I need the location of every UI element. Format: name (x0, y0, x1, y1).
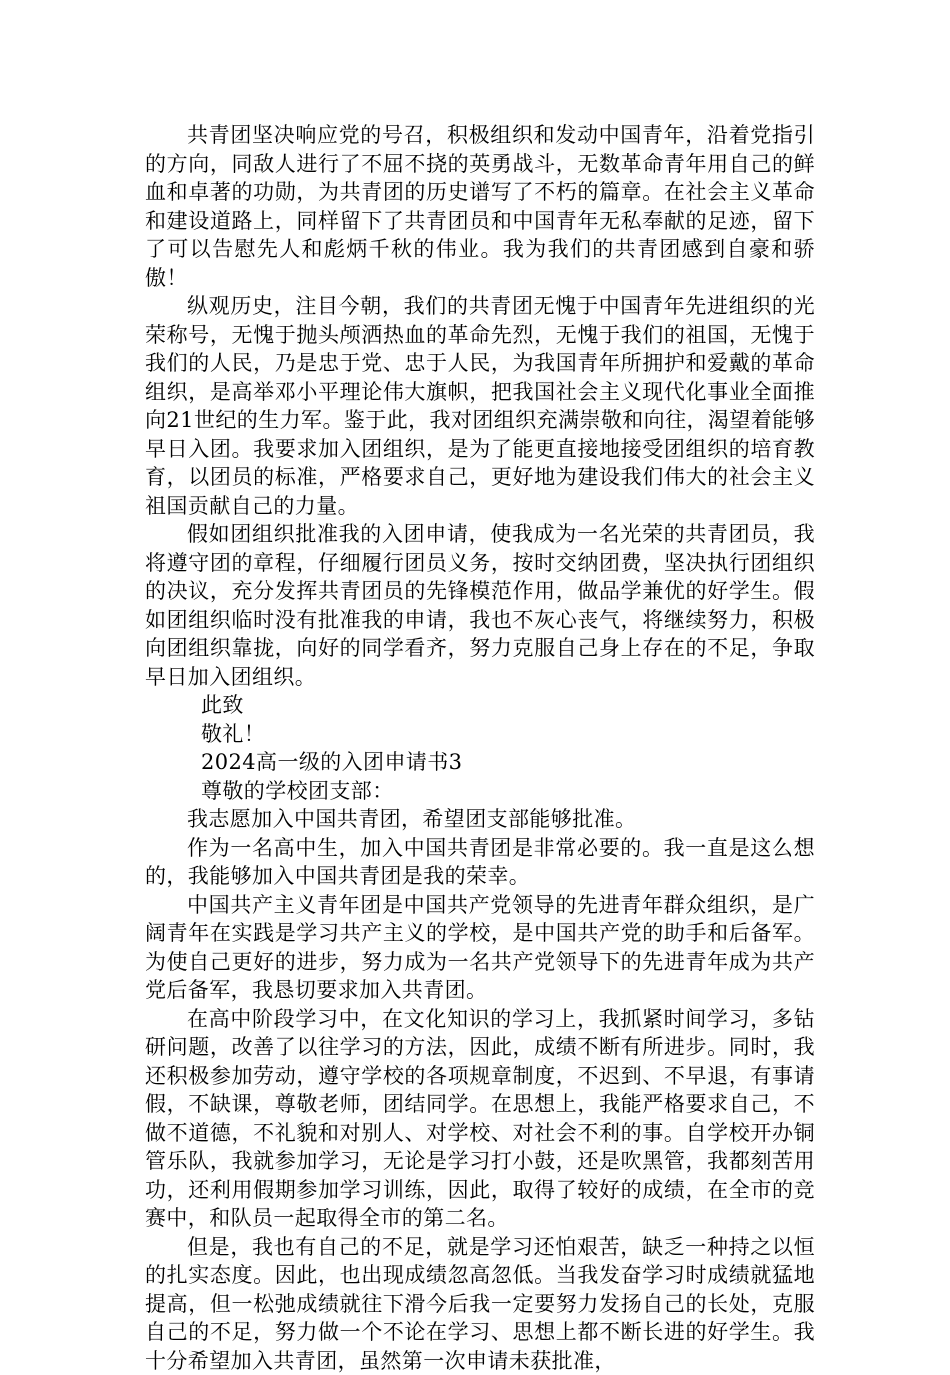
paragraph: 假如团组织批准我的入团申请，使我成为一名光荣的共青团员，我将遵守团的章程，仔细履行团员义务，按时交纳团费，坚决执行团组织的决议，充分发挥共青团员的先锋模范作用，做品学兼优的好学生。假如团组织临时没有批准我的申请，我也不灰心丧气，将继续努力，积极向团组织靠拢，向好的同学看齐，努力克服自己身上存在的不足，争取早日加入团组织。 (145, 520, 815, 691)
document-body (145, 121, 815, 1375)
paragraph: 纵观历史，注目今朝，我们的共青团无愧于中国青年先进组织的光荣称号，无愧于抛头颅洒热血的革命先烈，无愧于我们的祖国，无愧于我们的人民，乃是忠于党、忠于人民，为我国青年所拥护和爱戴的革命组织，是高举邓小平理论伟大旗帜，把我国社会主义现代化事业全面推向21世纪的生力军。鉴于此，我对团组织充满崇敬和向往，渴望着能够早日入团。我要求加入团组织，是为了能更直接地接受团组织的培育教育，以团员的标准，严格要求自己，更好地为建设我们伟大的社会主义祖国贡献自己的力量。 (145, 292, 815, 520)
paragraph: 我志愿加入中国共青团，希望团支部能够批准。 (145, 805, 815, 834)
paragraph: 作为一名高中生，加入中国共青团是非常必要的。我一直是这么想的，我能够加入中国共青团是我的荣幸。 (145, 834, 815, 891)
paragraph: 共青团坚决响应党的号召，积极组织和发动中国青年，沿着党指引的方向，同敌人进行了不屈不挠的英勇战斗，无数革命青年用自己的鲜血和卓著的功勋，为共青团的历史谱写了不朽的篇章。在社会主义革命和建设道路上，同样留下了共青团员和中国青年无私奉献的足迹，留下了可以告慰先人和彪炳千秋的伟业。我为我们的共青团感到自豪和骄傲！ (145, 121, 815, 292)
section-heading: 2024高一级的入团申请书3 (145, 748, 815, 777)
salute-line: 敬礼！ (145, 720, 815, 749)
paragraph: 在高中阶段学习中，在文化知识的学习上，我抓紧时间学习，多钻研问题，改善了以往学习的方法，因此，成绩不断有所进步。同时，我还积极参加劳动，遵守学校的各项规章制度，不迟到、不早退，有事请假，不缺课，尊敬老师，团结同学。在思想上，我能严格要求自己，不做不道德，不礼貌和对别人、对学校、对社会不利的事。自学校开办铜管乐队，我就参加学习，无论是学习打小鼓，还是吹黑管，我都刻苦用功，还利用假期参加学习训练，因此，取得了较好的成绩，在全市的竞赛中，和队员一起取得全市的第二名。 (145, 1005, 815, 1233)
paragraph: 但是，我也有自己的不足，就是学习还怕艰苦，缺乏一种持之以恒的扎实态度。因此，也出现成绩忽高忽低。当我发奋学习时成绩就猛地提高，但一松弛成绩就往下滑今后我一定要努力发扬自己的长处，克服自己的不足，努力做一个不论在学习、思想上都不断长进的好学生。我十分希望加入共青团，虽然第一次申请未获批准， (145, 1233, 815, 1375)
greeting-line: 尊敬的学校团支部： (145, 777, 815, 806)
paragraph: 中国共产主义青年团是中国共产党领导的先进青年群众组织，是广阔青年在实践是学习共产主义的学校，是中国共产党的助手和后备军。为使自己更好的进步，努力成为一名共产党领导下的先进青年成为共产党后备军，我恳切要求加入共青团。 (145, 891, 815, 1005)
closing-line: 此致 (145, 691, 815, 720)
